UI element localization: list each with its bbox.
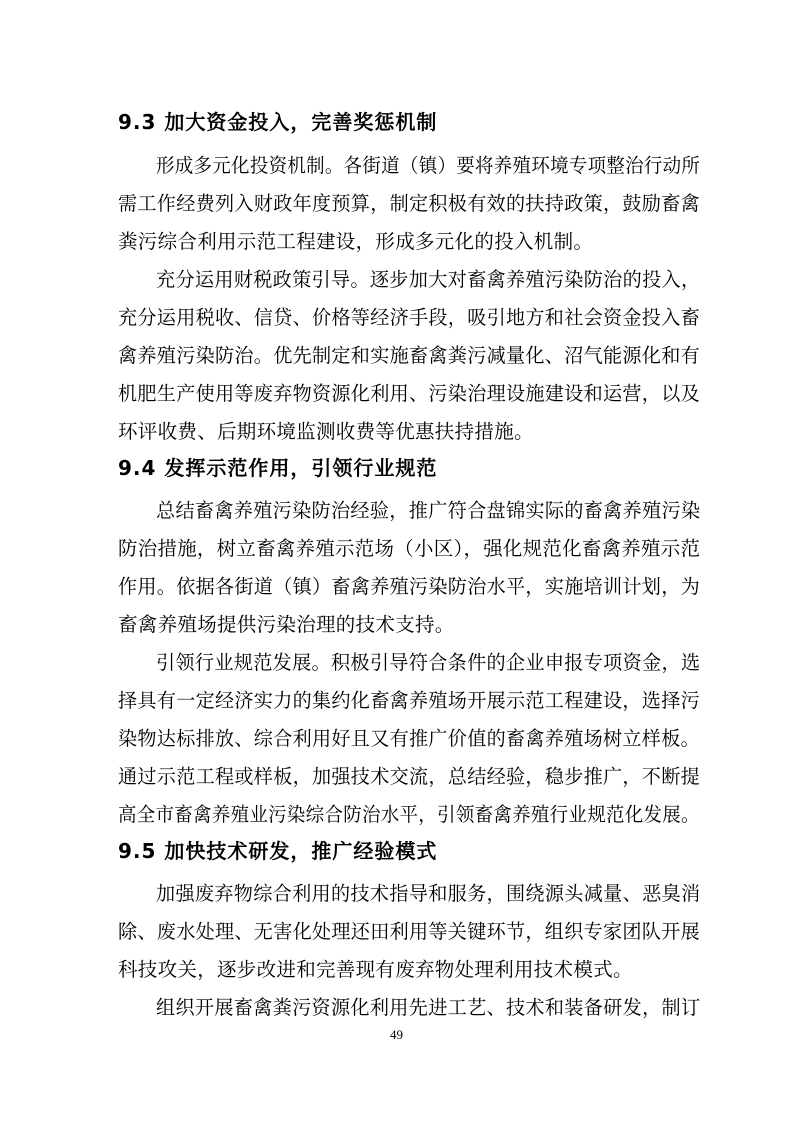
section-heading-9-4: 9.4 发挥示范作用，引领行业规范 [118, 456, 438, 480]
paragraph-line: 通过示范工程或样板，加强技术交流，总结经验，稳步推广，不断提 [118, 765, 701, 788]
paragraph-line: 需工作经费列入财政年度预算，制定积极有效的扶持政策，鼓励畜禽 [118, 192, 701, 215]
paragraph-line: 择具有一定经济实力的集约化畜禽养殖场开展示范工程建设，选择污 [118, 689, 701, 712]
page-number: 49 [390, 1027, 403, 1042]
paragraph-line: 除、废水处理、无害化处理还田利用等关键环节，组织专家团队开展 [118, 920, 701, 943]
paragraph-line: 引领行业规范发展。积极引导符合条件的企业申报专项资金，选 [156, 651, 701, 674]
paragraph-line: 加强废弃物综合利用的技术指导和服务，围绕源头减量、恶臭消 [156, 882, 701, 905]
paragraph-line: 禽养殖污染防治。优先制定和实施畜禽粪污减量化、沼气能源化和有 [118, 344, 701, 367]
paragraph-line: 形成多元化投资机制。各街道（镇）要将养殖环境专项整治行动所 [156, 154, 701, 177]
paragraph-line: 充分运用财税政策引导。逐步加大对畜禽养殖污染防治的投入， [156, 268, 701, 291]
paragraph-line: 充分运用税收、信贷、价格等经济手段，吸引地方和社会资金投入畜 [118, 306, 701, 329]
paragraph-line: 总结畜禽养殖污染防治经验，推广符合盘锦实际的畜禽养殖污染 [156, 499, 701, 522]
paragraph-line: 环评收费、后期环境监测收费等优惠扶持措施。 [118, 420, 534, 443]
paragraph-line: 畜禽养殖场提供污染治理的技术支持。 [118, 613, 455, 636]
section-heading-9-5: 9.5 加快技术研发，推广经验模式 [118, 839, 438, 863]
paragraph-line: 科技攻关，逐步改进和完善现有废弃物处理利用技术模式。 [118, 958, 633, 981]
section-heading-9-3: 9.3 加大资金投入，完善奖惩机制 [118, 110, 438, 134]
paragraph-line: 组织开展畜禽粪污资源化利用先进工艺、技术和装备研发，制订 [156, 996, 701, 1019]
paragraph-line: 防治措施，树立畜禽养殖示范场（小区），强化规范化畜禽养殖示范 [118, 537, 701, 560]
paragraph-line: 作用。依据各街道（镇）畜禽养殖污染防治水平，实施培训计划，为 [118, 575, 701, 598]
paragraph-line: 染物达标排放、综合利用好且又有推广价值的畜禽养殖场树立样板。 [118, 727, 701, 750]
paragraph-line: 机肥生产使用等废弃物资源化利用、污染治理设施建设和运营，以及 [118, 382, 701, 405]
paragraph-line: 高全市畜禽养殖业污染综合防治水平，引领畜禽养殖行业规范化发展。 [118, 803, 700, 826]
paragraph-line: 粪污综合利用示范工程建设，形成多元化的投入机制。 [118, 230, 594, 253]
